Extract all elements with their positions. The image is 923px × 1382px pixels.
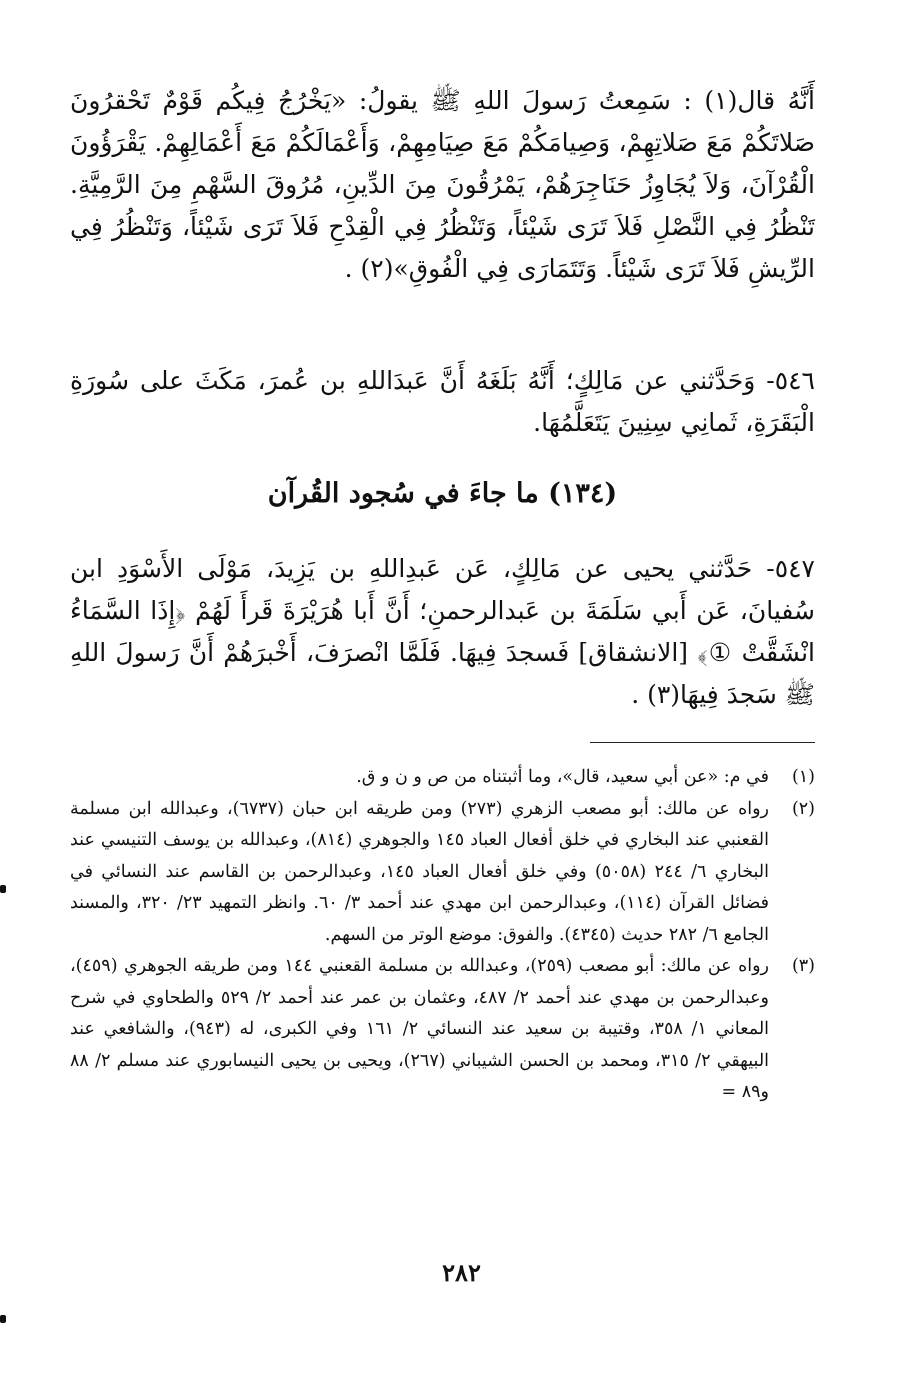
footnotes: [70, 762, 815, 1109]
page-number: ٢٨٢: [442, 1258, 481, 1287]
hadith-paragraph-continuation: أَنَّهُ قال(١) : سَمِعتُ رَسولَ اللهِ ﷺ يقولُ: «يَخْرُجُ فِيكُم قَوْمٌ تَحْقرُونَ صَلاتَكُمْ مَعَ صَلاتِهِمْ، وَصِيامَكُمْ مَعَ صِيَامِهِمْ، وَأَعْمَالَكُمْ مَعَ أَعْمَالِهِمْ. يَقْرَؤُونَ الْقُرْآنَ، وَلاَ يُجَاوِزُ حَنَاجِرَهُمْ، يَمْرُقُونَ مِنَ الدِّينِ، مُرُوقَ السَّهْمِ مِنَ الرَّمِيَّةِ. تَنْظُرُ فِي النَّصْلِ فَلاَ تَرَى شَيْئاً، وَتَنْظُرُ فِي الْقِدْحِ فَلاَ تَرَى شَيْئاً، وَتَنْظُرُ فِي الرِّيشِ فَلاَ تَرَى شَيْئاً. وَتَتَمَارَى فِي الْفُوقِ»(٢) .: [70, 86, 815, 283]
chapter-heading: (١٣٤) ما جاءَ في سُجود القُرآن: [267, 478, 618, 509]
hadith-paragraph-547: ٥٤٧- حَدَّثني يحيى عن مَالِكٍ، عَن عَبدِاللهِ بن يَزِيدَ، مَوْلَى الأَسْوَدِ ابن سُفيانَ، عَن أَبي سَلَمَةَ بن عَبدالرحمنِ؛ أَنَّ أَبا هُرَيْرَةَ قَرأَ لَهُمْ ﴿إِذَا السَّمَاءُ انْشَقَّتْ ①﴾ [الانشقاق] فَسجدَ فِيهَا. فَلَمَّا انْصرَفَ، أَخْبرَهُمْ أَنَّ رَسولَ اللهِ ﷺ سَجدَ فِيهَا(٣) .: [70, 554, 815, 709]
footnote-number: (١): [791, 767, 815, 787]
footnote-2: [70, 794, 815, 952]
footnote-separator: [590, 742, 815, 743]
footnote-number: (٣): [791, 956, 815, 976]
footnote-text: في م: «عن أبي سعيد، قال»، وما أثبتناه من ص و ن و ق.: [356, 767, 769, 787]
footnote-text: رواه عن مالك: أبو مصعب الزهري (٢٧٣) ومن طريقه ابن حبان (٦٧٣٧)، وعبدالله ابن مسلمة القعنبي عند البخاري في خلق أفعال العباد ١٤٥ والجوهري (٨١٤)، وعبدالله بن يوسف التنيسي عند البخاري ٦/ ٢٤٤ (٥٠٥٨) وفي خلق أفعال العباد ١٤٥، وعبدالرحمن بن القاسم عند النسائي في فضائل القرآن (١١٤)، وعبدالرحمن ابن مهدي عند أحمد ٣/ ٦٠. وانظر التمهيد ٢٣/ ٣٢٠، والمسند الجامع ٦/ ٢٨٢ حديث (٤٣٤٥). والفوق: موضع الوتر من السهم.: [70, 798, 770, 945]
footnote-3: [70, 951, 815, 1109]
footnote-1: [70, 762, 815, 794]
scan-edge-mark: [0, 1315, 6, 1323]
hadith-paragraph-546: ٥٤٦- وَحَدَّثني عن مَالِكٍ؛ أَنَّهُ بَلَغَهُ أَنَّ عَبدَاللهِ بن عُمرَ، مَكَثَ على سُورَةِ الْبَقَرَةِ، ثَمانِي سِنِينَ يَتَعَلَّمُهَا.: [70, 366, 815, 437]
scan-edge-mark: [0, 885, 6, 893]
footnote-text: رواه عن مالك: أبو مصعب (٢٥٩)، وعبدالله بن مسلمة القعنبي ١٤٤ ومن طريقه الجوهري (٤٥٩)، وعبدالرحمن بن مهدي عند أحمد ٢/ ٤٨٧، وعثمان بن عمر عند أحمد ٢/ ٥٢٩ والطحاوي في شرح المعاني ١/ ٣٥٨، وقتيبة بن سعيد عند النسائي ٢/ ١٦١ وفي الكبرى، له (٩٤٣)، والشافعي عند البيهقي ٢/ ٣١٥، ومحمد بن الحسن الشيباني (٢٦٧)، ويحيى بن يحيى النيسابوري عند مسلم ٢/ ٨٨ و٨٩ =: [70, 956, 770, 1102]
footnote-number: (٢): [791, 798, 815, 819]
